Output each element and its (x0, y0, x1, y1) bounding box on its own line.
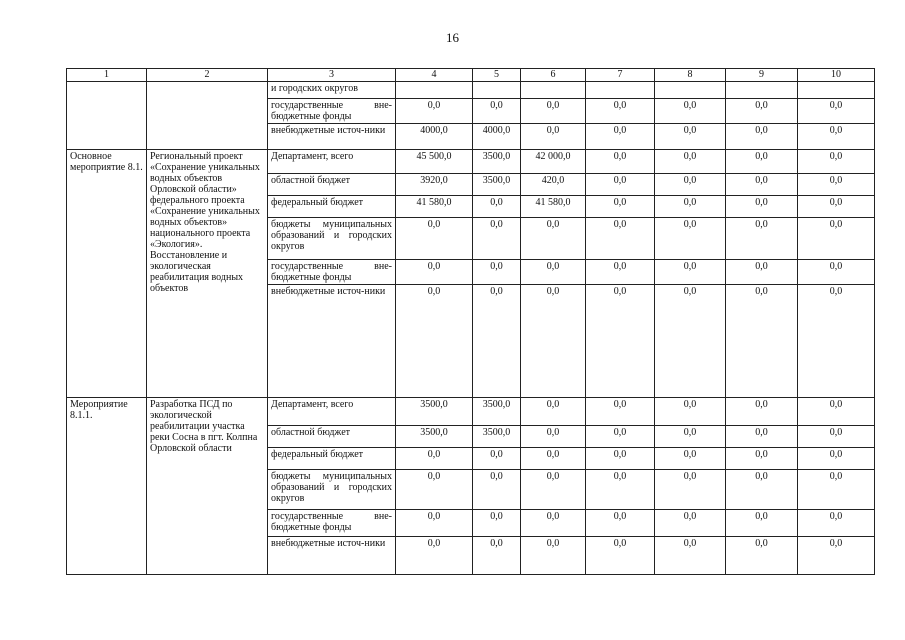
table-row (67, 398, 875, 426)
funding-source-cell: и городских округов (268, 82, 396, 99)
amount-cell: 0,0 (473, 470, 521, 510)
amount-cell: 0,0 (396, 99, 473, 124)
funding-source-cell: государственные вне-бюджетные фонды (268, 99, 396, 124)
amount-cell: 0,0 (726, 124, 798, 150)
amount-cell: 0,0 (586, 196, 655, 218)
column-header: 2 (147, 69, 268, 82)
column-header: 5 (473, 69, 521, 82)
amount-cell: 3500,0 (473, 426, 521, 448)
amount-cell: 0,0 (726, 448, 798, 470)
amount-cell: 0,0 (655, 218, 726, 260)
amount-cell: 0,0 (655, 260, 726, 285)
amount-cell: 0,0 (655, 124, 726, 150)
amount-cell: 0,0 (473, 218, 521, 260)
amount-cell: 0,0 (798, 285, 875, 398)
amount-cell: 0,0 (586, 150, 655, 174)
funding-source-cell: бюджеты муниципальных образований и городских округов (268, 218, 396, 260)
amount-cell: 0,0 (473, 99, 521, 124)
amount-cell: 0,0 (473, 537, 521, 575)
amount-cell: 0,0 (726, 99, 798, 124)
amount-cell: 0,0 (586, 510, 655, 537)
amount-cell: 3500,0 (396, 398, 473, 426)
funding-source-cell: бюджеты муниципальных образований и городских округов (268, 470, 396, 510)
column-header: 7 (586, 69, 655, 82)
table-row (67, 82, 875, 99)
column-header: 4 (396, 69, 473, 82)
amount-cell: 0,0 (521, 398, 586, 426)
amount-cell: 0,0 (798, 196, 875, 218)
funding-source-cell: внебюджетные источ-ники (268, 537, 396, 575)
amount-cell: 0,0 (726, 260, 798, 285)
amount-cell: 0,0 (521, 124, 586, 150)
amount-cell: 3500,0 (473, 174, 521, 196)
column-header: 9 (726, 69, 798, 82)
amount-cell: 0,0 (655, 537, 726, 575)
amount-cell: 420,0 (521, 174, 586, 196)
amount-cell: 45 500,0 (396, 150, 473, 174)
amount-cell: 3500,0 (473, 150, 521, 174)
amount-cell: 4000,0 (473, 124, 521, 150)
amount-cell: 0,0 (396, 510, 473, 537)
measure-code-cell: Основное мероприятие 8.1. (67, 150, 147, 398)
amount-cell: 0,0 (521, 537, 586, 575)
amount-cell: 0,0 (396, 260, 473, 285)
amount-cell: 0,0 (521, 510, 586, 537)
table-row (67, 150, 875, 174)
funding-source-cell: областной бюджет (268, 426, 396, 448)
funding-source-cell: федеральный бюджет (268, 196, 396, 218)
amount-cell: 0,0 (655, 470, 726, 510)
amount-cell: 41 580,0 (521, 196, 586, 218)
funding-source-cell: Департамент, всего (268, 398, 396, 426)
column-header: 6 (521, 69, 586, 82)
amount-cell: 0,0 (473, 448, 521, 470)
measure-name-cell: Разработка ПСД по экологической реабилитации участка реки Сосна в пгт. Колпна Орловской области (147, 398, 268, 575)
amount-cell: 0,0 (586, 398, 655, 426)
amount-cell: 0,0 (396, 218, 473, 260)
amount-cell: 0,0 (586, 99, 655, 124)
amount-cell (798, 82, 875, 99)
amount-cell: 3500,0 (396, 426, 473, 448)
amount-cell: 41 580,0 (396, 196, 473, 218)
column-header: 1 (67, 69, 147, 82)
amount-cell: 0,0 (798, 124, 875, 150)
amount-cell: 0,0 (586, 537, 655, 575)
measure-name-cell (147, 82, 268, 150)
amount-cell (586, 82, 655, 99)
amount-cell: 0,0 (798, 218, 875, 260)
amount-cell: 0,0 (726, 537, 798, 575)
amount-cell: 0,0 (726, 196, 798, 218)
amount-cell: 0,0 (521, 426, 586, 448)
amount-cell: 0,0 (798, 470, 875, 510)
amount-cell: 0,0 (655, 448, 726, 470)
amount-cell: 0,0 (655, 510, 726, 537)
amount-cell: 0,0 (396, 285, 473, 398)
amount-cell: 0,0 (655, 398, 726, 426)
amount-cell: 0,0 (798, 537, 875, 575)
amount-cell: 0,0 (521, 448, 586, 470)
amount-cell: 0,0 (521, 285, 586, 398)
amount-cell: 0,0 (473, 196, 521, 218)
amount-cell: 0,0 (473, 260, 521, 285)
amount-cell (473, 82, 521, 99)
amount-cell: 0,0 (473, 285, 521, 398)
amount-cell: 0,0 (655, 174, 726, 196)
funding-source-cell: внебюджетные источ-ники (268, 285, 396, 398)
amount-cell: 0,0 (655, 99, 726, 124)
amount-cell: 0,0 (521, 260, 586, 285)
amount-cell: 0,0 (586, 470, 655, 510)
amount-cell (396, 82, 473, 99)
amount-cell: 0,0 (473, 510, 521, 537)
amount-cell: 3500,0 (473, 398, 521, 426)
measure-code-cell (67, 82, 147, 150)
measure-name-cell: Региональный проект «Сохранение уникальных водных объектов Орловской области» федерального проекта «Сохранение уникальных водных объектов» национального проекта «Экология». Восстановление и экологическая реабилитация водных объектов (147, 150, 268, 398)
amount-cell (521, 82, 586, 99)
header-row (67, 69, 875, 82)
amount-cell (726, 82, 798, 99)
amount-cell: 0,0 (726, 398, 798, 426)
column-header: 8 (655, 69, 726, 82)
table-body (67, 82, 875, 575)
amount-cell: 0,0 (396, 537, 473, 575)
amount-cell (655, 82, 726, 99)
amount-cell: 0,0 (586, 218, 655, 260)
amount-cell: 0,0 (798, 426, 875, 448)
amount-cell: 0,0 (726, 470, 798, 510)
amount-cell: 0,0 (396, 448, 473, 470)
amount-cell: 42 000,0 (521, 150, 586, 174)
funding-source-cell: внебюджетные источ-ники (268, 124, 396, 150)
amount-cell: 0,0 (586, 174, 655, 196)
amount-cell: 0,0 (798, 174, 875, 196)
amount-cell: 0,0 (726, 510, 798, 537)
funding-source-cell: областной бюджет (268, 174, 396, 196)
funding-source-cell: государственные вне-бюджетные фонды (268, 510, 396, 537)
funding-source-cell: федеральный бюджет (268, 448, 396, 470)
amount-cell: 0,0 (396, 470, 473, 510)
amount-cell: 0,0 (798, 99, 875, 124)
amount-cell: 0,0 (798, 260, 875, 285)
amount-cell: 3920,0 (396, 174, 473, 196)
amount-cell: 0,0 (586, 260, 655, 285)
amount-cell: 0,0 (655, 426, 726, 448)
amount-cell: 0,0 (798, 510, 875, 537)
amount-cell: 0,0 (586, 448, 655, 470)
funding-source-cell: государственные вне-бюджетные фонды (268, 260, 396, 285)
amount-cell: 0,0 (726, 218, 798, 260)
amount-cell: 0,0 (726, 150, 798, 174)
amount-cell: 0,0 (521, 470, 586, 510)
amount-cell: 0,0 (798, 448, 875, 470)
amount-cell: 0,0 (798, 398, 875, 426)
budget-table (66, 68, 875, 575)
amount-cell: 0,0 (586, 285, 655, 398)
amount-cell: 0,0 (726, 285, 798, 398)
amount-cell: 4000,0 (396, 124, 473, 150)
measure-code-cell: Мероприятие 8.1.1. (67, 398, 147, 575)
amount-cell: 0,0 (655, 196, 726, 218)
amount-cell: 0,0 (655, 150, 726, 174)
page-number: 16 (446, 30, 459, 45)
funding-source-cell: Департамент, всего (268, 150, 396, 174)
amount-cell: 0,0 (655, 285, 726, 398)
amount-cell: 0,0 (521, 218, 586, 260)
amount-cell: 0,0 (726, 174, 798, 196)
amount-cell: 0,0 (798, 150, 875, 174)
column-header: 3 (268, 69, 396, 82)
amount-cell: 0,0 (521, 99, 586, 124)
amount-cell: 0,0 (726, 426, 798, 448)
amount-cell: 0,0 (586, 426, 655, 448)
column-header: 10 (798, 69, 875, 82)
amount-cell: 0,0 (586, 124, 655, 150)
